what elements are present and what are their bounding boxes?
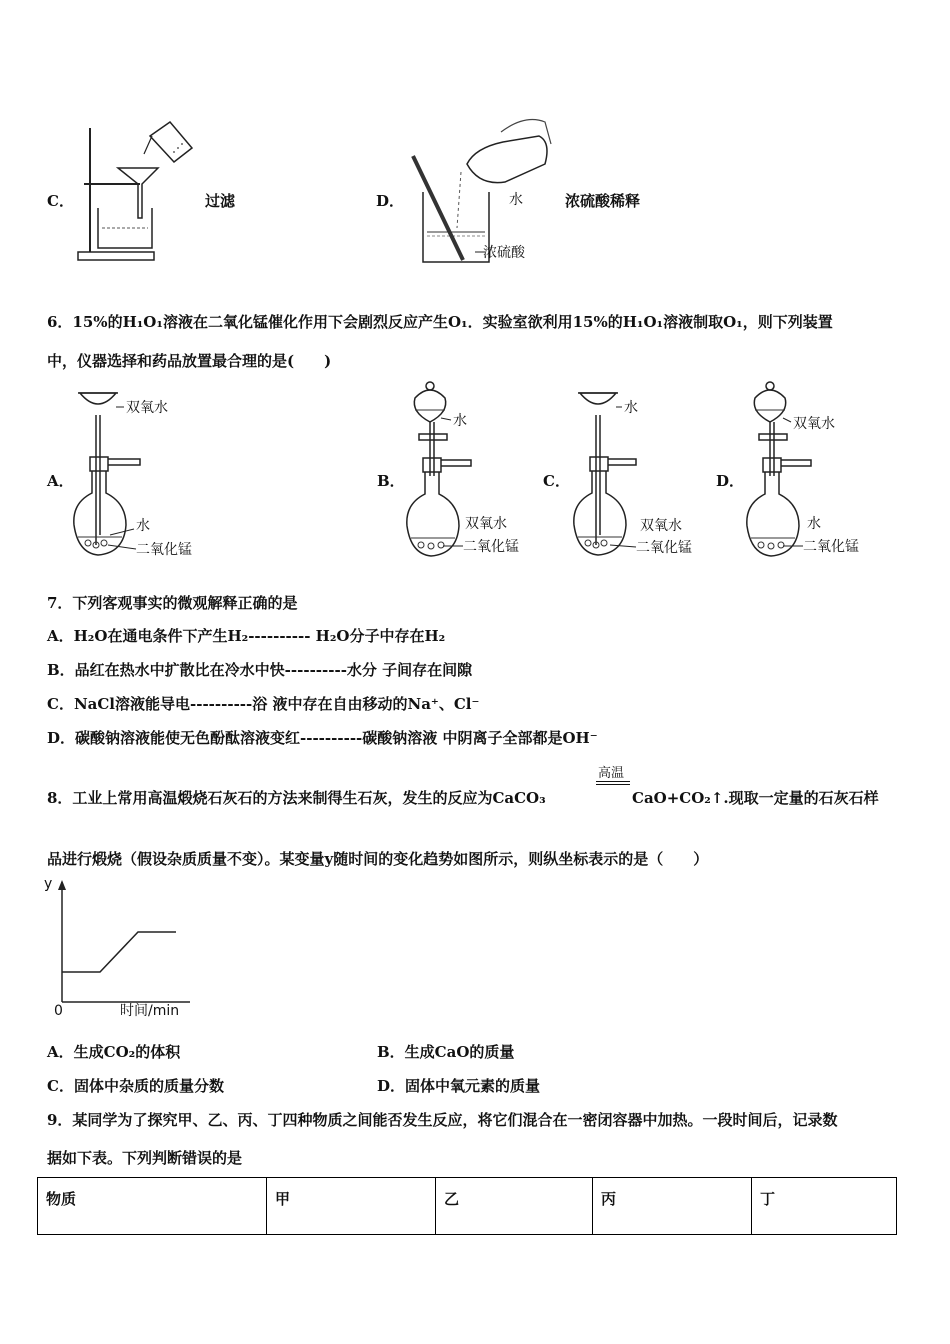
q8-stem-line1a: 8．工业上常用高温煅烧石灰石的方法来制得生石灰，发生的反应为CaCO₃: [47, 789, 546, 807]
q6-a-bottom-label: 二氧化锰: [136, 542, 192, 558]
q6-b-top-label: 水: [453, 413, 467, 429]
q6-b-bottom-label: 二氧化锰: [463, 539, 519, 555]
q8-stem-line2: 品进行煅烧（假设杂质质量不变）。某变量y随时间的变化趋势如图所示，则纵坐标表示的是（ ）: [47, 850, 709, 868]
x-axis-label: 时间/min: [120, 1003, 180, 1019]
y-axis-arrow: [58, 880, 66, 890]
trend-line: [62, 932, 176, 972]
y-axis-label: y: [44, 876, 53, 892]
d-water-label: 水: [509, 192, 523, 208]
q8-equals-line-bottom: [596, 784, 630, 785]
q6-a-top-label: 双氧水: [126, 400, 168, 416]
q6-d-mid-label: 水: [807, 516, 821, 532]
q9-stem-line1: 9．某同学为了探究甲、乙、丙、丁四种物质之间能否发生反应，将它们混合在一密闭容器中加热。一段时间后，记录数: [47, 1111, 838, 1129]
q6-apparatus-a: [70, 385, 230, 565]
table-header-cell: 物质: [38, 1178, 267, 1235]
q8-option-a: A．生成CO₂的体积: [47, 1043, 181, 1061]
q9-stem-line2: 据如下表。下列判断错误的是: [47, 1149, 243, 1167]
table-row: [38, 1178, 897, 1235]
table-header-cell: 甲: [267, 1178, 436, 1235]
q6-c-top-label: 水: [624, 400, 638, 416]
q7-option-c: C．NaCl溶液能导电----------浴 液中存在自由移动的Na⁺、Cl⁻: [47, 695, 480, 713]
table-header-cell: 丁: [752, 1178, 897, 1235]
q6-option-b-label: B．: [377, 472, 405, 490]
table-header-cell: 丙: [593, 1178, 752, 1235]
q8-option-b: B．生成CaO的质量: [377, 1043, 515, 1061]
q7-option-a: A．H₂O在通电条件下产生H₂---------- H₂O分子中存在H₂: [47, 627, 446, 645]
q8-option-c: C．固体中杂质的质量分数: [47, 1077, 224, 1095]
origin-label: 0: [54, 1003, 63, 1019]
q5-option-c-caption: 过滤: [205, 192, 236, 210]
q6-stem-line1: 6．15%的H₁O₁溶液在二氧化锰催化作用下会剧烈反应产生O₁．实验室欲利用15%的H₁O₁溶液制取O₁，则下列装置: [47, 313, 833, 331]
table-header-cell: 乙: [436, 1178, 593, 1235]
q6-apparatus-d: [745, 378, 895, 563]
q9-data-table: [37, 1177, 897, 1235]
q7-option-b: B．品红在热水中扩散比在冷水中快----------水分 子间存在间隙: [47, 661, 473, 679]
q8-equals-line-top: [596, 781, 630, 782]
d-acid-label: 浓硫酸: [483, 245, 525, 261]
q6-apparatus-c: [570, 385, 720, 565]
acid-dilution-figure: [405, 108, 555, 268]
q5-option-c-label: C．: [47, 192, 74, 210]
q6-option-c-label: C．: [543, 472, 570, 490]
q6-d-bottom-label: 二氧化锰: [803, 539, 859, 555]
q7-option-d: D．碳酸钠溶液能使无色酚酞溶液变红----------碳酸钠溶液 中阴离子全部都是OH⁻: [47, 729, 598, 747]
q6-b-mid-label: 双氧水: [465, 516, 507, 532]
q6-a-mid-label: 水: [136, 518, 150, 534]
q8-option-d: D．固体中氧元素的质量: [377, 1077, 541, 1095]
q6-option-d-label: D．: [716, 472, 745, 490]
q5-option-d-label: D．: [376, 192, 405, 210]
q8-trend-graph: [40, 872, 200, 1022]
q7-stem: 7．下列客观事实的微观解释正确的是: [47, 594, 298, 612]
q6-apparatus-b: [405, 378, 555, 563]
q5-option-d-caption: 浓硫酸稀释: [565, 192, 641, 210]
q8-stem-line1b: CaO+CO₂↑.现取一定量的石灰石样: [632, 789, 879, 807]
q6-stem-line2: 中，仪器选择和药品放置最合理的是( ): [47, 352, 332, 370]
q6-option-a-label: A．: [47, 472, 74, 490]
q6-c-bottom-label: 二氧化锰: [636, 540, 692, 556]
q6-c-mid-label: 双氧水: [640, 518, 682, 534]
q8-reaction-condition: 高温: [598, 766, 625, 781]
q6-d-top-label: 双氧水: [793, 416, 835, 432]
filtration-apparatus-figure: [70, 118, 200, 268]
